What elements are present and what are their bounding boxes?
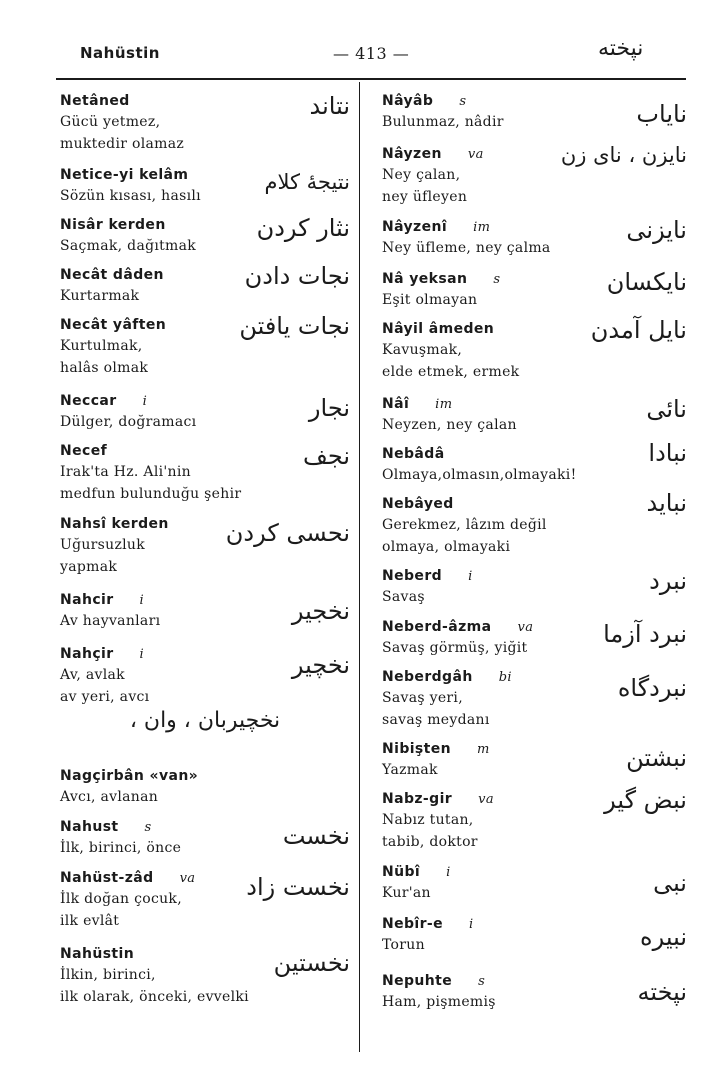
headword-text: Nâyâb (382, 93, 434, 109)
arabic-script: نثار كردن (256, 214, 350, 242)
grammar-tag: i (446, 865, 451, 880)
headword-text: Nibişten (382, 741, 452, 757)
arabic-script: نخست (282, 822, 350, 850)
dictionary-entry (60, 945, 350, 1008)
grammar-tag: va (467, 147, 484, 162)
dictionary-entry (60, 515, 350, 578)
definition-line: Saçmak, dağıtmak (60, 238, 197, 254)
definition-line: İlkin, birinci, (60, 967, 156, 983)
definition-line: Ney çalan, (382, 167, 461, 183)
entry-headword (382, 567, 687, 586)
headword-text: Necât dâden (60, 267, 164, 283)
headword-text: Nahust (60, 819, 119, 835)
dictionary-entry (60, 166, 350, 207)
headword-text: Nâî (382, 396, 410, 412)
definition-line: av yeri, avcı (60, 689, 150, 705)
arabic-script: نخچيربان ، وان ، (129, 708, 281, 733)
arabic-script: نخست زاد (246, 873, 350, 901)
arabic-script: نايزن ، ناى زن (560, 143, 687, 167)
definition-line: yapmak (60, 559, 118, 575)
definition-line: ilk olarak, önceki, evvelki (60, 989, 249, 1005)
grammar-tag: s (459, 94, 467, 109)
grammar-tag: s (144, 820, 152, 835)
headword-text: Nisâr kerden (60, 217, 166, 233)
dictionary-entry (382, 489, 687, 558)
headword-text: Nahüst-zâd (60, 870, 154, 886)
dictionary-entry (382, 786, 687, 853)
grammar-tag: s (493, 272, 501, 287)
entry-headword (382, 445, 687, 464)
definition-line: muktedir olamaz (60, 136, 185, 152)
dictionary-entry (60, 818, 350, 859)
dictionary-entry (382, 145, 687, 208)
dictionary-entry (382, 668, 687, 731)
entry-headword (60, 92, 350, 111)
dictionary-entry (382, 863, 687, 904)
definition-line: Av, avlak (60, 667, 125, 683)
headword-text: Nebîr-e (382, 916, 444, 932)
dictionary-entry (382, 395, 687, 436)
arabic-script: نايزنى (626, 216, 687, 244)
definition-line: İlk, birinci, önce (60, 840, 182, 856)
arabic-script: نخجير (291, 597, 350, 625)
grammar-tag: s (478, 974, 486, 989)
arabic-script: نايل آمدن (590, 316, 687, 344)
grammar-tag: i (139, 647, 145, 662)
arabic-script: ناياب (636, 100, 687, 128)
grammar-tag: bi (498, 670, 512, 685)
dictionary-entry (60, 869, 350, 932)
definition-line: Kur'an (382, 885, 431, 901)
definition-line: olmaya, olmayaki (382, 539, 511, 555)
arabic-script: نخستين (273, 949, 350, 977)
definition-line: Neyzen, ney çalan (382, 417, 517, 433)
headword-text: Neberd (382, 568, 443, 584)
headword-text: Nâyzenî (382, 219, 448, 235)
definition-line: Torun (382, 937, 425, 953)
headword-text: Nahçir (60, 646, 114, 662)
arabic-script: نخچير (291, 651, 350, 679)
headword-text: Necef (60, 443, 108, 459)
headword-text: Nübî (382, 864, 421, 880)
dictionary-entry (382, 270, 687, 311)
headword-text: Neberd-âzma (382, 619, 492, 635)
definition-line: İlk doğan çocuk, (60, 891, 182, 907)
definition-line: Dülger, doğramacı (60, 414, 197, 430)
definition-line: Eşit olmayan (382, 292, 478, 308)
headword-text: Neccar (60, 393, 117, 409)
arabic-script: نبض گير (604, 786, 687, 814)
grammar-tag: va (179, 871, 196, 886)
definition-line: ney üfleyen (382, 189, 468, 205)
column-divider (359, 82, 360, 1052)
definition-line: Gücü yetmez, (60, 114, 161, 130)
definition-line: halâs olmak (60, 360, 149, 376)
header-rule (56, 78, 686, 80)
page-number: — 413 — (333, 44, 410, 63)
headword-text: Nabz-gir (382, 791, 453, 807)
headword-text: Netâned (60, 93, 130, 109)
arabic-script: نبرد (649, 567, 687, 595)
arabic-script: نائى (646, 395, 687, 423)
headword-text: Nâyzen (382, 146, 442, 162)
arabic-script: نبرد آزما (603, 620, 687, 648)
headword-text: Nahcir (60, 592, 114, 608)
dictionary-entry (382, 439, 687, 486)
definition-line: Olmaya,olmasın,olmayaki! (382, 467, 577, 483)
definition-line: Gerekmez, lâzım değil (382, 517, 547, 533)
arabic-script: نتيجهٔ كلام (264, 170, 350, 194)
definition-line: medfun bulunduğu şehir (60, 486, 242, 502)
entry-headword (60, 392, 350, 411)
entry-headword (382, 863, 687, 882)
arabic-script: نبى (653, 869, 687, 897)
definition-line: Irak'ta Hz. Ali'nin (60, 464, 191, 480)
arabic-script: نجات دادن (244, 262, 350, 290)
arabic-script: نتاند (309, 92, 350, 120)
dictionary-entry (60, 645, 350, 708)
definition-line: Kurtulmak, (60, 338, 143, 354)
definition-line: Nabız tutan, (382, 812, 474, 828)
dictionary-entry (60, 92, 350, 155)
definition-line: Savaş yeri, (382, 690, 463, 706)
grammar-tag: va (478, 792, 494, 807)
grammar-tag: im (435, 397, 453, 412)
definition-line: Bulunmaz, nâdir (382, 114, 504, 130)
arabic-script: نپخته (637, 978, 687, 1006)
arabic-script: نايكسان (606, 268, 687, 296)
dictionary-entry (382, 972, 687, 1013)
definition-line: Uğursuzluk (60, 537, 146, 553)
dictionary-entry (60, 767, 350, 808)
headword-text: Nâ yeksan (382, 271, 468, 287)
definition-line: Ham, pişmemiş (382, 994, 496, 1010)
entry-headword (60, 767, 350, 786)
arabic-script: نجار (308, 394, 350, 422)
headword-text: Nâyil âmeden (382, 321, 495, 337)
dictionary-entry (60, 442, 350, 505)
dictionary-entry (60, 312, 350, 379)
headword-text: Neberdgâh (382, 669, 473, 685)
dictionary-entry (60, 262, 350, 307)
running-head-right: نپخته (598, 36, 644, 61)
dictionary-entry (382, 618, 687, 659)
grammar-tag: i (139, 593, 145, 608)
dictionary-entry (382, 218, 687, 259)
definition-line: Av hayvanları (60, 613, 161, 629)
definition-line: Avcı, avlanan (60, 789, 159, 805)
headword-text: Nahsî kerden (60, 516, 169, 532)
grammar-tag: m (477, 742, 490, 757)
definition-line: Kavuşmak, (382, 342, 463, 358)
grammar-tag: i (142, 394, 148, 409)
dictionary-entry (382, 92, 687, 133)
dictionary-entry (382, 915, 687, 956)
arabic-script: نبردگاه (617, 674, 687, 702)
dictionary-entry (382, 567, 687, 608)
definition-line: tabib, doktor (382, 834, 478, 850)
headword-text: Necât yâften (60, 317, 167, 333)
arabic-script: نبشتن (626, 744, 687, 772)
definition-line: Kurtarmak (60, 288, 140, 304)
dictionary-entry (60, 392, 350, 433)
arabic-script: نبايد (646, 489, 687, 517)
definition-line: elde etmek, ermek (382, 364, 520, 380)
dictionary-entry (382, 316, 687, 383)
definition-line: Savaş (382, 589, 425, 605)
arabic-script: نحسى كردن (225, 519, 350, 547)
grammar-tag: va (517, 620, 534, 635)
definition-line: Savaş görmüş, yiğit (382, 640, 528, 656)
definition-line: savaş meydanı (382, 712, 490, 728)
grammar-tag: im (473, 220, 491, 235)
arabic-script: نجف (302, 442, 350, 470)
definition-line: ilk evlât (60, 913, 120, 929)
entry-headword (382, 495, 687, 514)
headword-text: Nebâdâ (382, 446, 445, 462)
dictionary-entry (60, 216, 350, 257)
headword-text: Nagçirbân «van» (60, 768, 199, 784)
definition-line: Ney üfleme, ney çalma (382, 240, 551, 256)
grammar-tag: i (468, 569, 473, 584)
dictionary-entry (382, 740, 687, 781)
definition-line: Yazmak (382, 762, 438, 778)
grammar-tag: i (469, 917, 474, 932)
arabic-script: نبيره (640, 923, 687, 951)
entry-headword (382, 395, 687, 414)
headword-text: Nahüstin (60, 946, 135, 962)
dictionary-entry (60, 591, 350, 632)
headword-text: Nepuhte (382, 973, 453, 989)
headword-text: Nebâyed (382, 496, 454, 512)
arabic-script: نبادا (648, 439, 687, 467)
headword-text: Netice-yi kelâm (60, 167, 189, 183)
arabic-script: نجات يافتن (239, 312, 350, 340)
running-head-left: Nahüstin (80, 44, 160, 62)
definition-line: Sözün kısası, hasılı (60, 188, 201, 204)
